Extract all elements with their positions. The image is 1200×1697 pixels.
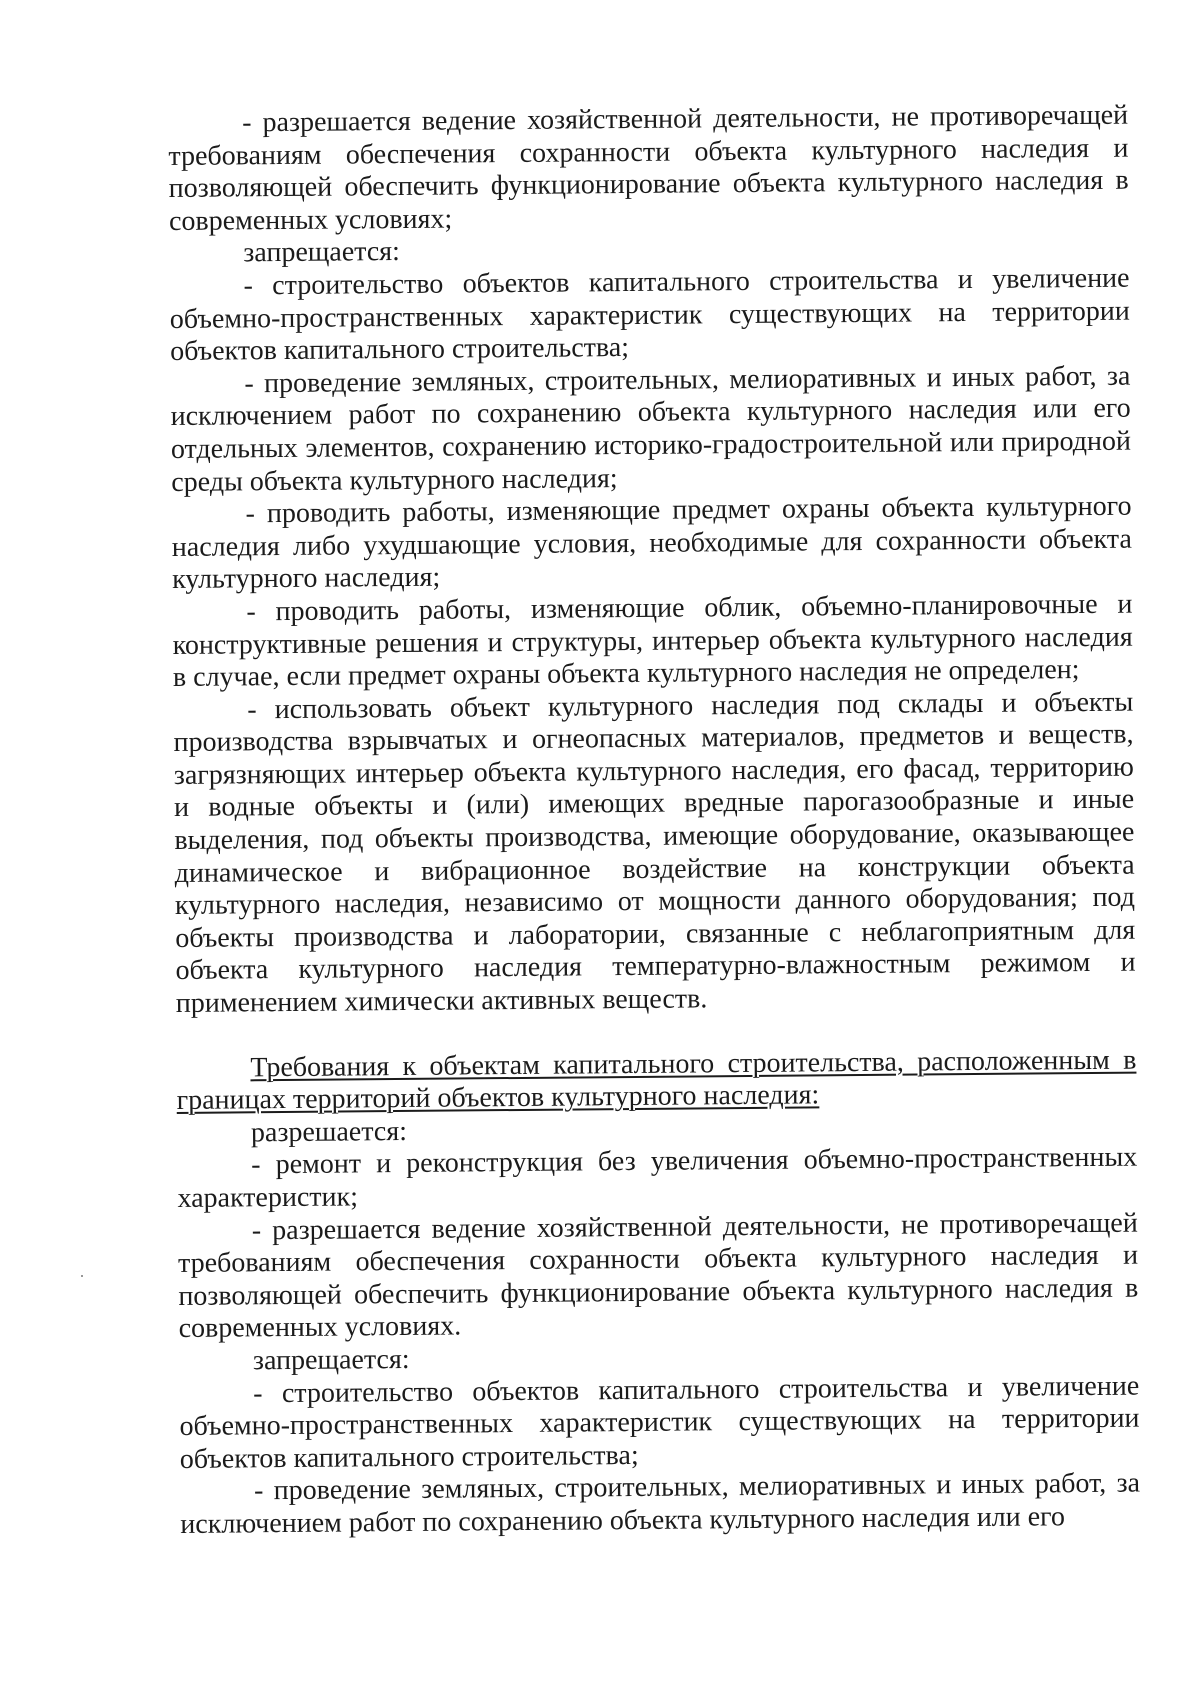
section-heading: Требования к объектам капитального строительства, расположенным в границах территорий объектов культурного наследия:: [176, 1044, 1137, 1117]
list-item: - проведение земляных, строительных, мелиоративных и иных работ, за исключением работ по сохранению объекта культурного наследия или его отдельных элементов, сохранению историко-градостроительной или природной среды объекта культурного наследия;: [170, 360, 1132, 498]
list-item: - проводить работы, изменяющие облик, объемно-планировочные и конструктивные решения и структуры, интерьер объекта культурного наследия в случае, если предмет охраны объекта культурного наследия не определен;: [172, 588, 1133, 694]
list-item: - разрешается ведение хозяйственной деятельности, не противоречащей требованиям обеспечения сохранности объекта культурного наследия и позволяющей обеспечить функционирование объекта культурного наследия в современных условиях.: [177, 1207, 1139, 1345]
label-forbidden: запрещается:: [252, 1343, 410, 1377]
label-allowed: разрешается:: [250, 1115, 408, 1149]
document-page: [168, 100, 1140, 1542]
list-item: - строительство объектов капитального строительства и увеличение объемно-пространственных характеристик существующих на территории объектов капитального строительства;: [169, 262, 1130, 368]
paragraph-allowed-activity: - разрешается ведение хозяйственной деятельности, не противоречащей требованиям обеспечения сохранности объекта культурного наследия и позволяющей обеспечить функционирование объекта культурного наследия в современных условиях;: [168, 99, 1129, 237]
list-item: - строительство объектов капитального строительства и увеличение объемно-пространственных характеристик существующих на территории объектов капитального строительства;: [179, 1370, 1140, 1475]
label-forbidden: запрещается:: [243, 236, 401, 269]
scan-speck: [81, 1275, 83, 1277]
list-item: - использовать объект культурного наследия под склады и объекты производства взрывчатых и огнеопасных материалов, предметов и веществ, загрязняющих интерьер объекта культурного наследия, его фасад, территорию и водные объекты и (или) имеющих вредные парогазообразные и иные выделения, под объекты производства, имеющие оборудование, оказывающее динамическое и вибрационное воздействие на конструкции объекта культурного наследия, независимо от мощности данного оборудования; под объекты производства и лаборатории, связанные с неблагоприятным для объекта культурного наследия температурно-влажностным режимом и применением химически активных веществ.: [173, 686, 1136, 1019]
list-item: - проводить работы, изменяющие предмет охраны объекта культурного наследия либо ухудшающие условия, необходимые для сохранности объекта культурного наследия;: [171, 490, 1132, 596]
list-item: - ремонт и реконструкция без увеличения объемно-пространственных характеристик;: [177, 1141, 1138, 1214]
list-item: - проведение земляных, строительных, мелиоративных и иных работ, за исключением работ по сохранению объекта культурного наследия или его: [180, 1467, 1141, 1540]
